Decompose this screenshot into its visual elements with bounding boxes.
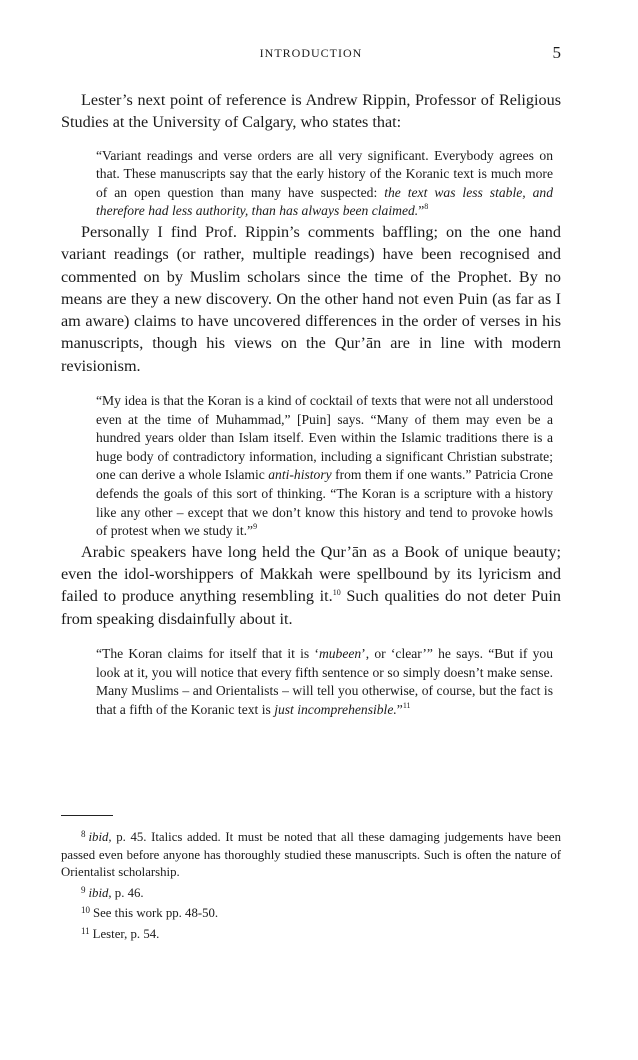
footnote-italic: ibid,	[88, 885, 112, 900]
footnote-9	[61, 882, 561, 903]
paragraph-1: Lester’s next point of reference is Andrew Rippin, Professor of Religious Studies at the University of Calgary, who states that:	[61, 91, 561, 132]
footnote-number: 11	[81, 925, 90, 936]
footnote-text: See this work pp. 48-50.	[93, 906, 219, 921]
quote-2-italic: anti-history	[268, 467, 332, 483]
block-quote-2	[61, 392, 553, 541]
footnotes	[61, 826, 561, 944]
running-head: INTRODUCTION	[259, 46, 363, 60]
page-header	[61, 43, 561, 68]
footnote-10	[61, 902, 561, 923]
footnote-ref-8[interactable]: 8	[424, 202, 429, 212]
page-number: 5	[552, 43, 561, 62]
footnote-text: p. 45. Italics added. It must be noted that all these damaging judgements have been passed even before anyone has thoroughly studied these manuscripts. Such is often the nature of Orientalist scholarship.	[61, 830, 561, 880]
paragraph-2: Personally I find Prof. Rippin’s comments baffling; on the one hand variant readings (or rather, multiple readings) have been recognised and commented on by Muslim scholars since the time of the Prophet. By no means are they a new discovery. On the other hand not even Puin (as far as I am aware) claims to have uncovered differences in the order of verses in his manuscripts, though his views on the Qur’ān are in line with modern revisionism.	[61, 222, 561, 375]
block-quote-3	[61, 645, 553, 719]
quote-2-text-b: from them if one wants.” Patricia Crone defends the goals of this sort of thinking. “The Koran is a scripture with a history like any other – except that we don’t know this history and tend to provoke howls of protest when we study it.”	[96, 467, 553, 539]
paragraph-3	[61, 541, 561, 630]
quote-1-italic: the text was less stable, and therefore had less authority, than has always been claimed.	[96, 184, 553, 219]
page-body	[61, 89, 561, 719]
footnote-number: 10	[81, 905, 90, 916]
paragraph-3-text-b: Such qualities do not deter Puin from speaking disdainfully about it.	[61, 587, 561, 628]
paragraph-3-text-a: Arabic speakers have long held the Qur’ān as a Book of unique beauty; even the idol-worshippers of Makkah were spellbound by its lyricism and failed to produce anything resembling it.	[61, 542, 561, 606]
quote-1-close: ”	[418, 203, 425, 219]
footnote-11	[61, 923, 561, 944]
footnote-text: p. 46.	[111, 885, 144, 900]
footnote-8	[61, 826, 561, 882]
quote-1-text: “Variant readings and verse orders are all very significant. Everybody agrees on that. These manuscripts say that the early history of the Koranic text is much more of an open question than many have suspected:	[96, 147, 553, 200]
block-quote-1	[61, 147, 553, 221]
quote-3-close: ”	[396, 701, 403, 717]
footnote-divider	[61, 815, 113, 816]
quote-3-italic-1: mubeen	[318, 645, 362, 661]
quote-3-text-a: “The Koran claims for itself that it is ‘	[96, 645, 319, 661]
footnote-italic: ibid,	[88, 830, 112, 844]
footnote-number: 9	[81, 884, 86, 895]
footnote-number: 8	[81, 829, 86, 839]
footnote-ref-11[interactable]: 11	[402, 700, 411, 710]
quote-3-italic-2: just incomprehensible.	[274, 701, 397, 717]
footnote-text: Lester, p. 54.	[92, 926, 160, 941]
quote-2-text-a: “My idea is that the Koran is a kind of cocktail of texts that were not all understood even at the time of Muhammad,” [Puin] says. “Many of them may even be a hundred years older than Islam itself. Even within the Islamic traditions there is a huge body of contradictory information, including a significant Christian substrate; one can derive a whole Islamic	[96, 393, 553, 483]
quote-3-text-b: ’, or ‘clear’” he says. “But if you look at it, you will notice that every fifth sentence or so simply doesn’t make sense. Many Muslims – and Orientalists – will tell you otherwise, of course, but the fact is that a fifth of the Koranic text is	[96, 645, 553, 717]
footnote-ref-9[interactable]: 9	[253, 522, 258, 532]
footnote-ref-10[interactable]: 10	[332, 588, 341, 598]
